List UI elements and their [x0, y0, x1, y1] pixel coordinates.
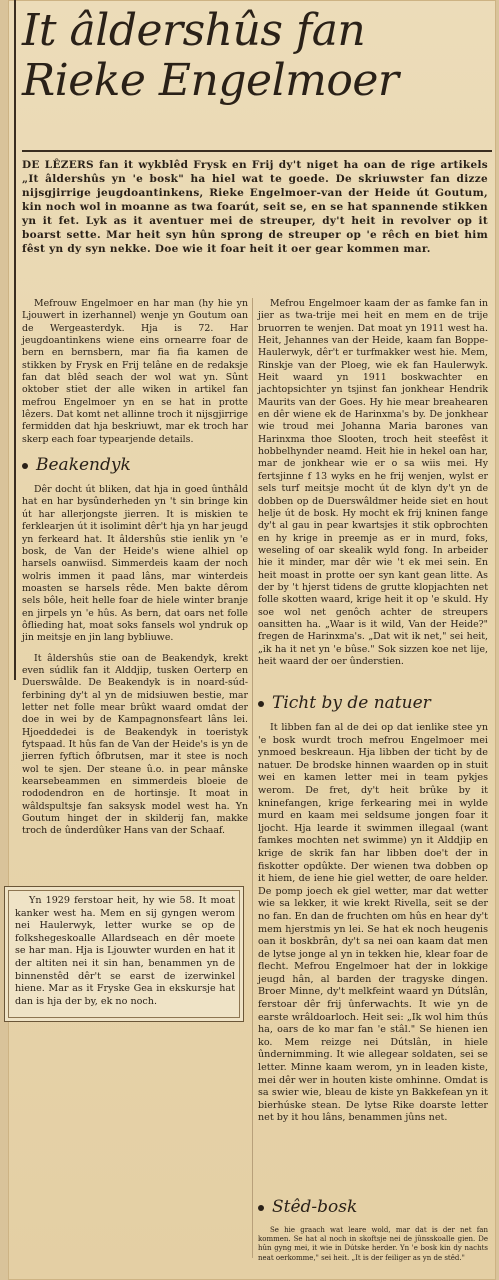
right-column-ticht	[258, 688, 488, 1133]
sted-paragraph: Se hie graach wat leare wold, mar dat is der net fan kommen. Se hat al noch in skoftsje nei de jûnsskoalle gien. De hûn gyng mei, it wie in Dútske herder. Yn 'e bosk kin dy nachts neat oerkomme," sei heit. „It is der feiliger as yn de stêd."	[258, 1226, 488, 1262]
left-paragraph: Mefrouw Engelmoer en har man (hy hie yn Ljouwert in izerhannel) wenje yn Goutum oan de Wergeasterdyk. Hja is 72. Har jeugdoantinkens wiene eins ornearre foar de bern en bernsbern, mar fia fia kamen de stikken by Frysk en Frij telâne en de redaksje fan dat blêd seach der wol wat yn. Sûnt oktober stiet der alle wiken in artikel fan mefrou Engelmoer yn en se hat in protte lêzers. Dat komt net allinne troch it nijsgjirrige fermidden dat hja beskriuwt, mar ek troch har skerp each foar typearjende details.	[22, 298, 248, 445]
subheading-ticht: Ticht by de natuer	[258, 692, 488, 714]
column-divider	[252, 298, 253, 1258]
title-rule	[22, 150, 492, 152]
left-column-rule	[14, 0, 16, 680]
title-line-1: It âldershûs fan	[22, 5, 366, 56]
right-column-sted	[258, 1192, 488, 1271]
article-title	[22, 6, 492, 106]
intro-text: DE LÊZERS fan it wykblêd Frysk en Frij dy't niget ha oan de rige artikels „It âldershûs yn 'e bosk" ha hiel wat te goede. De skriuwster fan dizze nijsgjirrige jeugdoantinkens, Rieke Engelmoer-van der Heide út Goutum, kin noch wol in moanne as twa foarút, seit se, en se hat spannende stikken yn it fet. Lyk as it aventuer mei de streuper, dy't heit in revolver op it boarst sette. Mar heit syn hûn sprong de streuper op 'e rêch en biet him fêst yn dy syn nekke. Doe wie it foar heit it oer gear kommen mar.	[22, 159, 488, 255]
right-paragraph: Mefrou Engelmoer kaam der as famke fan in jier as twa-trije mei heit en mem en de trije bruorren te wenjen. Dat moat yn 1911 west ha. Heit, Jehannes van der Heide, kaam fan Boppe-Haulerwyk, dêr't er turfmakker west hie. Mem, Rinskje van der Ploeg, wie ek fan Haulerwyk. Heit waard yn 1911 boskwachter en jachtopsichter yn tsjinst fan jonkhear Hendrik Maurits van der Goes. Hy hie mear breahearen en dêr wiene ek de Harinxma's by. De jonkhear wie troud mei Johanna Maria barones van Harinxma thoe Slooten, troch heit steefêst it hobbelhynder neamd. Heit hie in hekel oan har, mar de jonkhear wie er o sa wiis mei. Hy fertsjinne f 13 wyks en he frij wenjen, wylst er sels turf meitsje mocht út de klyn dy't yn de dobben op de Duerswâldmer heide siet en hout helje út de bosk. Hy mocht ek frij kninen fange dy't al gau in pear kwartsjes it stik opbrochten en hy krige in preemje as er in murd, foks, weseling of oar skealik wyld fong. In arbeider hie it minder, mar dêr wie 't ek mei sein. En heit moast in protte oer syn kant gean litte. As der by 't hjerst tidens de grutte klopjachten net folle skotten waard, krige heit it op 'e skuld. Hy soe wol net genôch achter de streupers oansitten ha. „Waar is it wild, Van der Heide?" fregen de Harinxma's. „Dat wit ik net," sei heit, „ik ha it net yn 'e bûse." Sok sizzen koe net lije, heit waard der oer ûnderstien.	[258, 298, 488, 667]
title-line-2: Rieke Engelmoer	[22, 55, 399, 106]
inset-box	[4, 886, 244, 1022]
beakendyk-paragraph-1: Dêr docht út bliken, dat hja in goed ûnthâld hat en har bysûnderheden yn 't sin bringe kin út har allerjongste jierren. It is miskien te ferklearjen út it isolimint dêr't hja yn har jeugd yn ferkeard hat. It âldershûs stie ienlik yn 'e bosk, de Van der Heide's wiene alhiel op harsels oanwiisd. Simmerdeis kaam der noch wolris immen it paad lâns, mar winterdeis moasten se harsels rêde. Men bakte dêrom sels bôle, heit helle foar de hiele winter branje en jirpels yn 'e hûs. As bern, dat oars net folle ôflieding hat, moat soks fansels wol yndruk op jin meitsje en jin lang bybliuwe.	[22, 484, 248, 644]
left-column	[22, 298, 248, 846]
bullet-icon	[22, 463, 28, 469]
subheading-sted: Stêd-bosk	[258, 1196, 488, 1218]
ticht-paragraph: It libben fan al de dei op dat ienlike stee yn 'e bosk wurdt troch mefrou Engelmoer mei ynmoed beskreaun. Hja libben der ticht by de natuer. De brodske hinnen waarden op in stuit wei en kamen letter mei in team pykjes werom. De fret, dy't heit brûke by it kninefangen, krige ferkearing mei in wylde murd en kaam mei seldsume jongen foar it ljocht. Hja learde it swimmen illegaal (want famkes mochten net swimme) yn it Alddjip en krige de skrik fan har libben doe't der in fiskotter opdûkte. Der wienen twa dobben op it hiem, de iene hie giel wetter, de oare helder. De pomp joech ek giel wetter, mar dat wetter wie sa lekker, it wie krekt Rivella, seit se der no fan. En dan de fruchten om hûs en hear dy't mem hjerstmis yn lei. Se hat ek noch heugenis oan it boskbrân, dy't sa nei oan kaam dat men de lytse jonge al yn in tekken hie, klear foar de flecht. Mefrou Engelmoer hat der in lokkige jeugd hân, al barden der tragyske dingen. Broer Minne, dy't melkfeint waard yn Dútslân, ferstoar dêr frij ûnferwachts. It wie yn de earste wrâldoarloch. Heit sei: „Ik wol him thús ha, oars de ko mar fan 'e stâl." Se hienen ien ko. Mem reizge nei Dútslân, in hiele ûndernimming. It wie allegear soldaten, sei se letter. Minne kaam werom, yn in leaden kiste, mei dêr wer in houten kiste omhinne. Omdat is sa swier wie, bleau de kiste yn Bakkefean yn it bierhúske stean. De lytse Rike doarste letter net by it hou lâns, benammen jûns net.	[258, 722, 488, 1124]
bullet-icon	[258, 1205, 264, 1211]
beakendyk-paragraph-2: It âldershûs stie oan de Beakendyk, krekt even súdlik fan it Alddjip, tusken Oerterp en Duerswâlde. De Beakendyk is in noard-súd-ferbining dy't al yn de midsiuwen bestie, mar letter net folle mear brûkt waard omdat der doe in wei by de Kampagnonsfeart lâns lei. Hjoeddedei is de Beakendyk in toeristyk fytspaad. It hûs fan de Van der Heide's is yn de jierren fyftich ôfbrutsen, mar it stee is noch wol te sjen. Der steane û.o. in pear mânske kearsebeammen en simmerdeis bloeie de rododendron en de hortinsje. It moat in wâldspultsje fan saksysk model west ha. Yn Goutum hinget der in skilderij fan, makke troch de ûnderdûker Hans van der Schaaf.	[22, 652, 248, 837]
article-intro	[22, 158, 488, 256]
subheading-beakendyk: Beakendyk	[22, 454, 248, 476]
bullet-icon	[258, 701, 264, 707]
right-column	[258, 298, 488, 676]
inset-text: Yn 1929 ferstoar heit, hy wie 58. It moat kanker west ha. Mem en sij gyngen werom nei Haulerwyk, letter wurke se op de folkshegeskoalle Allardseach en dêr moete se har man. Hja is Ljouwter wurden en hat it der altiten nei it sin han, benammen yn de binnenstêd dêr't se earst de izerwinkel hiene. Mar as it Fryske Gea in ekskursje hat dan is hja der by, ek no noch.	[15, 895, 235, 1007]
